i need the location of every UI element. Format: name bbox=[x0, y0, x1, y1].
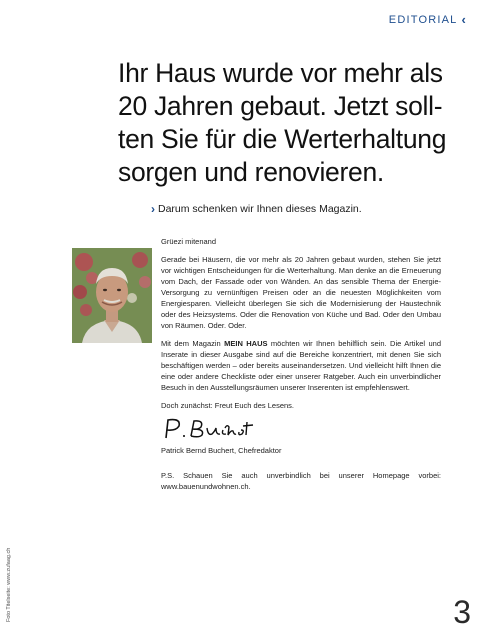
author-name: Patrick Bernd Buchert, Chefredaktor bbox=[161, 446, 282, 455]
letter-paragraph-1: Gerade bei Häusern, die vor mehr als 20 Jahren gebaut wurden, stehen Sie jetzt vor wichtigen Entscheidungen für die Werterhaltung. Man denke an die Erneuerung vom Dach, der Fassade oder von Wänden. An das sensible Thema der Energie-Versorgung zu vernünftigen Preisen oder an die neuesten Möglichkeiten vom Energiesparen. Vielleicht überlegen Sie sich die Modernisierung der Haustechnik oder des Heizsystems. Oder die Renovation von Küche und Bad. Oder den Umbau von Räumen. Oder. Oder. bbox=[161, 255, 441, 330]
subheadline bbox=[151, 202, 441, 216]
letter-greeting: Grüezi mitenand bbox=[161, 237, 217, 246]
page-headline bbox=[118, 57, 463, 189]
headline-line-4: sorgen und renovieren. bbox=[118, 157, 384, 187]
paragraph-2-rest: möchten wir Ihnen behilflich sein. Die Artikel und Inserate in dieser Ausgabe sind auf die Bereiche konzentriert, mit denen Sie sich beschäftigen werden – oder bereits auseinandersetzen. Und vielleicht hilft Ihnen die eine oder andere Checkliste oder einer unserer Ratgeber. Auch ein unverbindlicher Besuch in den Ausstellungsräumen unserer Inserenten ist empfehlenswert. bbox=[161, 339, 442, 392]
letter-closing: Doch zunächst: Freut Euch des Lesens. bbox=[161, 401, 294, 410]
headline-line-3: ten Sie für die Werterhaltung bbox=[118, 124, 447, 154]
magazine-name: MEIN HAUS bbox=[224, 339, 268, 348]
headline-line-2: 20 Jahren gebaut. Jetzt soll- bbox=[118, 91, 443, 121]
letter-paragraph-2 bbox=[161, 338, 441, 393]
section-label bbox=[389, 12, 467, 27]
section-label-text: EDITORIAL bbox=[388, 13, 458, 26]
page-number: 3 bbox=[453, 594, 471, 630]
chevron-left-icon: ‹ bbox=[461, 12, 467, 27]
chevron-right-icon: › bbox=[151, 202, 155, 216]
handwritten-signature bbox=[161, 416, 261, 442]
postscript: P.S. Schauen Sie auch unverbindlich bei unserer Homepage vorbei: www.bauenundwohnen.ch. bbox=[161, 471, 441, 491]
author-photo bbox=[72, 248, 152, 343]
subheadline-text: Darum schenken wir Ihnen dieses Magazin. bbox=[158, 203, 362, 215]
paragraph-2-intro: Mit dem Magazin bbox=[161, 339, 225, 348]
photo-credit: Foto Titelseite: www.zufaag.ch bbox=[6, 547, 12, 622]
headline-line-1: Ihr Haus wurde vor mehr als bbox=[118, 58, 443, 88]
portrait-image bbox=[72, 248, 152, 343]
letter-body bbox=[161, 236, 441, 499]
